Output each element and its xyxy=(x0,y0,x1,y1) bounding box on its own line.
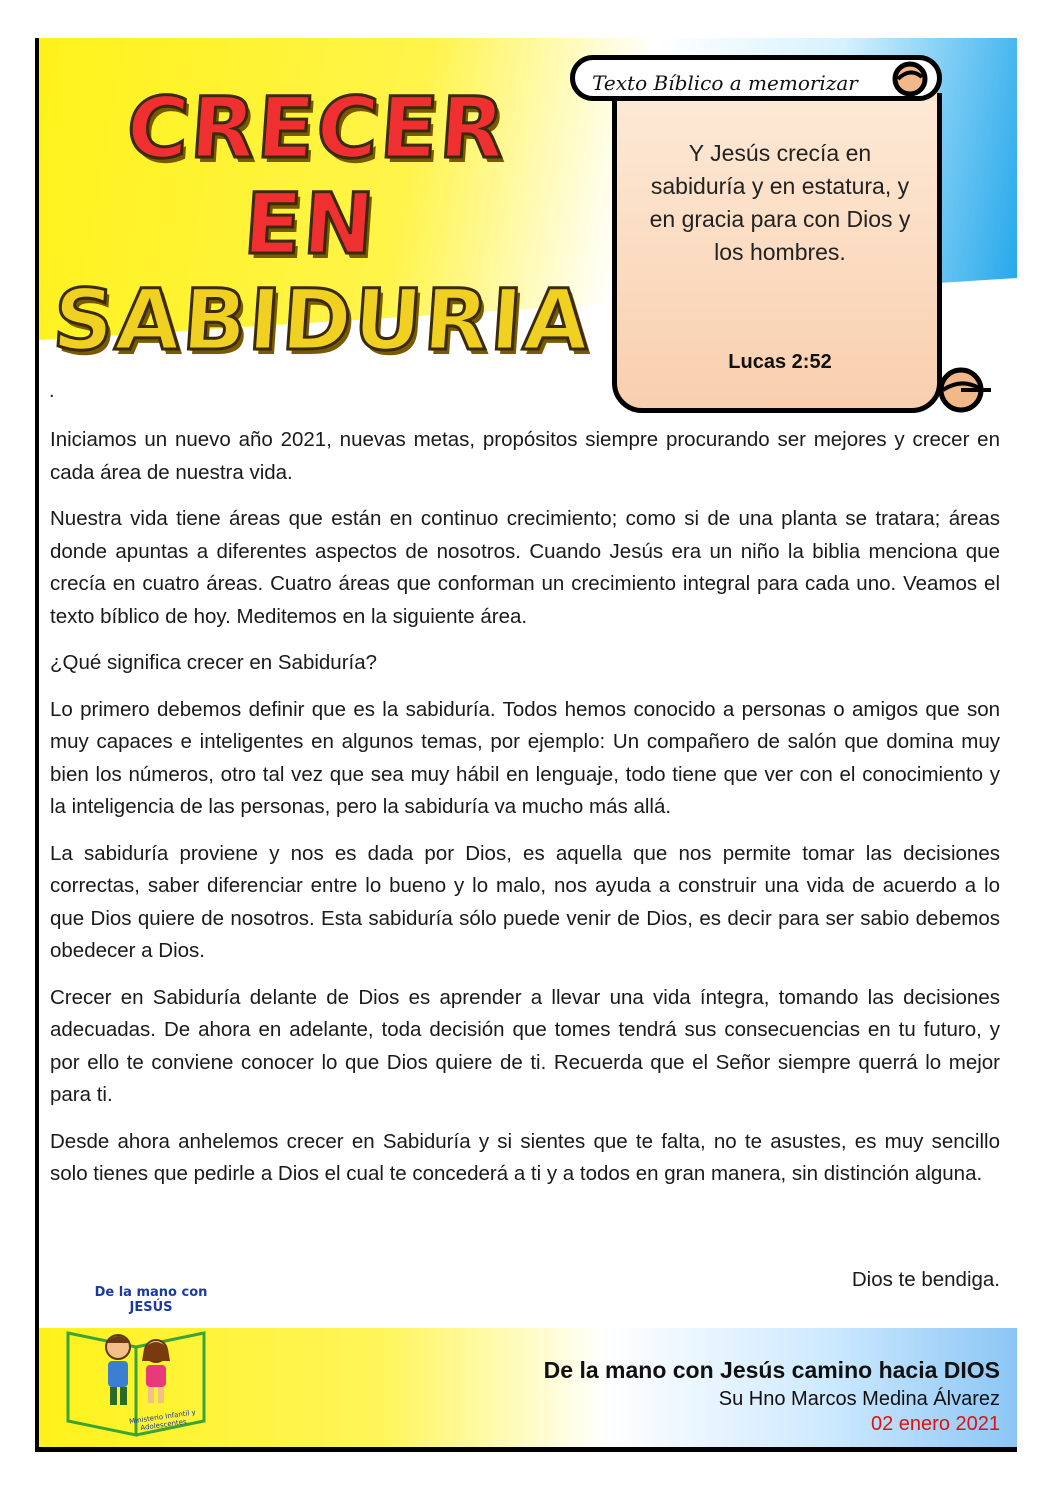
page-border-bottom xyxy=(35,1447,1017,1452)
memory-verse-scroll xyxy=(570,55,1000,415)
footer-author: Su Hno Marcos Medina Álvarez xyxy=(718,1388,1000,1410)
paragraph: La sabiduría proviene y nos es dada por Dios, es aquella que nos permite tomar las decisiones correctas, saber diferenciar entre lo bueno y lo malo, nos ayuda a construir una vida de acuerdo a lo que Dios quiere de nosotros. Esta sabiduría sólo puede venir de Dios, es decir para ser sabio debemos obedecer a Dios. xyxy=(50,841,1000,962)
page-title xyxy=(49,79,595,369)
ministry-logo xyxy=(58,1285,218,1445)
paragraph: Iniciamos un nuevo año 2021, nuevas metas, propósitos siempre procurando ser mejores y crecer en cada área de nuestra vida. xyxy=(50,428,1000,484)
paragraph: Nuestra vida tiene áreas que están en continuo crecimiento; como si de una planta se tratara; áreas donde apuntas a diferentes aspectos de nosotros. Cuando Jesús era un niño la biblia menciona que crecía en cuatro áreas. Cuatro áreas que conforman un crecimiento integral para cada uno. Veamos el texto bíblico de hoy. Meditemos en la siguiente área. xyxy=(50,507,1000,628)
scroll-header xyxy=(570,55,942,101)
closing-blessing: Dios te bendiga. xyxy=(851,1268,1000,1291)
footer-title: De la mano con Jesús camino hacia DIOS xyxy=(543,1357,1000,1383)
title-line-2: SABIDURIA xyxy=(49,271,595,369)
article-body xyxy=(50,424,1000,1205)
paragraph: Crecer en Sabiduría delante de Dios es aprender a llevar una vida íntegra, tomando las decisiones adecuadas. De ahora en adelante, toda decisión que tomes tendrá sus consecuencias en tu futuro, y por ello te conviene conocer lo que Dios quiere de ti. Recuerda que el Señor siempre querrá lo mejor para ti. xyxy=(50,985,1000,1106)
leading-dot: . xyxy=(49,380,55,402)
footer-date: 02 enero 2021 xyxy=(870,1413,1000,1435)
logo-text: De la mano con JESÚS xyxy=(94,1285,208,1315)
section-question: ¿Qué significa crecer en Sabiduría? xyxy=(50,651,378,674)
scroll-curl-bottom-icon xyxy=(935,360,995,416)
title-line-1: CRECER EN xyxy=(123,79,510,273)
logo-subtitle: Ministerio Infantil y Adolescentes xyxy=(128,1408,197,1433)
paragraph: Lo primero debemos definir que es la sabiduría. Todos hemos conocido a personas o amigos que son muy capaces e inteligentes en algunos temas, por ejemplo: Un compañero de salón que domina muy bien los números, otro tal vez que sea muy hábil en lenguaje, todo tiene que ver con el conocimiento y la inteligencia de las personas, pero la sabiduría va mucho más allá. xyxy=(50,697,1000,818)
memory-verse-text: Y Jesús crecía en sabiduría y en estatura, y en gracia para con Dios y los hombres. xyxy=(649,140,911,265)
memory-verse-label: Texto Bíblico a memorizar xyxy=(592,71,858,95)
memory-verse-reference: Lucas 2:52 xyxy=(728,351,832,373)
scroll-curl-top-icon xyxy=(888,59,938,99)
paragraph: Desde ahora anhelemos crecer en Sabiduría y si sientes que te falta, no te asustes, es muy sencillo solo tienes que pedirle a Dios el cual te concederá a ti y a todos en gran manera, sin distinción alguna. xyxy=(50,1129,1000,1185)
page-border-left xyxy=(35,38,39,1451)
